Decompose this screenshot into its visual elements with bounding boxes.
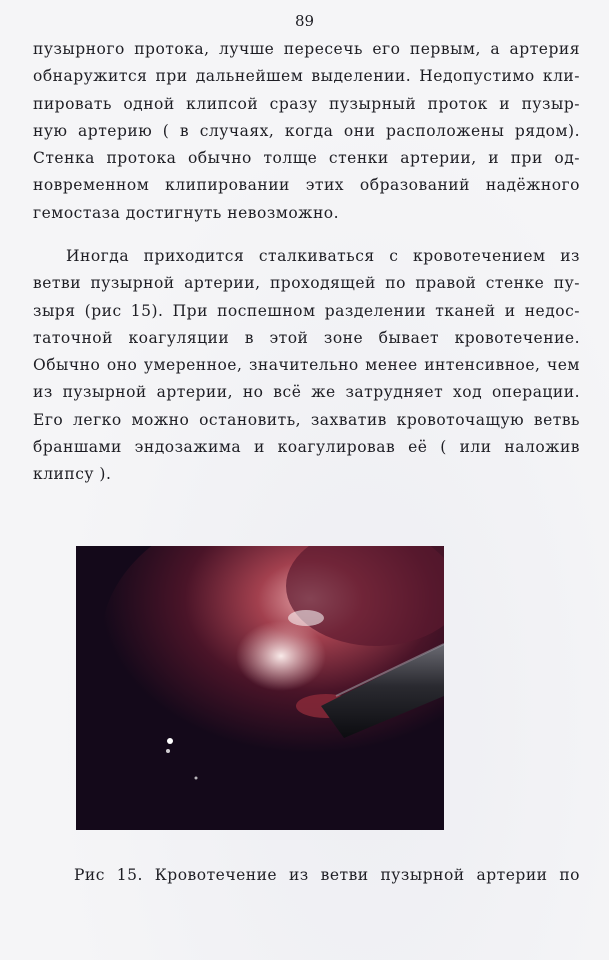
text-line: гемостаза достигнуть невозможно. — [33, 203, 340, 222]
text-line: из пузырной артерии, но всё же затрудняет ход операции. — [33, 383, 580, 402]
text-line: Стенка протока обычно толще стенки артерии, и при од- — [33, 149, 580, 168]
text-line: новременном клипировании этих образований надёжного — [33, 176, 580, 195]
text-line: Обычно оно умеренное, значительно менее интенсивное, чем — [33, 356, 580, 375]
paragraph-2 — [33, 243, 580, 489]
page-number: 89 — [294, 12, 315, 30]
text-line: зыря (рис 15). При поспешном разделении тканей и недос- — [33, 301, 580, 320]
text-line: ветви пузырной артерии, проходящей по правой стенке пу- — [33, 274, 580, 293]
endoscopic-photo-image — [76, 546, 444, 830]
text-line: Иногда приходится сталкиваться с кровотечением из — [66, 247, 580, 265]
paragraph-1 — [33, 36, 580, 227]
text-line: ную артерию ( в случаях, когда они расположены рядом). — [33, 121, 580, 140]
text-line: таточной коагуляции в этой зоне бывает кровотечение. — [33, 328, 580, 347]
endoscopic-photo — [76, 546, 444, 830]
text-line: браншами эндозажима и коагулировав её ( или наложив — [33, 438, 580, 457]
figure-caption: Рис 15. Кровотечение из ветви пузырной артерии по — [74, 866, 580, 884]
text-line: Его легко можно остановить, захватив кровоточащую ветвь — [33, 410, 580, 429]
text-line: клипсу ). — [33, 465, 112, 484]
text-line: пузырного протока, лучше пересечь его первым, а артерия — [33, 40, 580, 58]
text-line: обнаружится при дальнейшем выделении. Недопустимо кли- — [33, 67, 580, 86]
text-line: пировать одной клипсой сразу пузырный проток и пузыр- — [33, 94, 580, 113]
